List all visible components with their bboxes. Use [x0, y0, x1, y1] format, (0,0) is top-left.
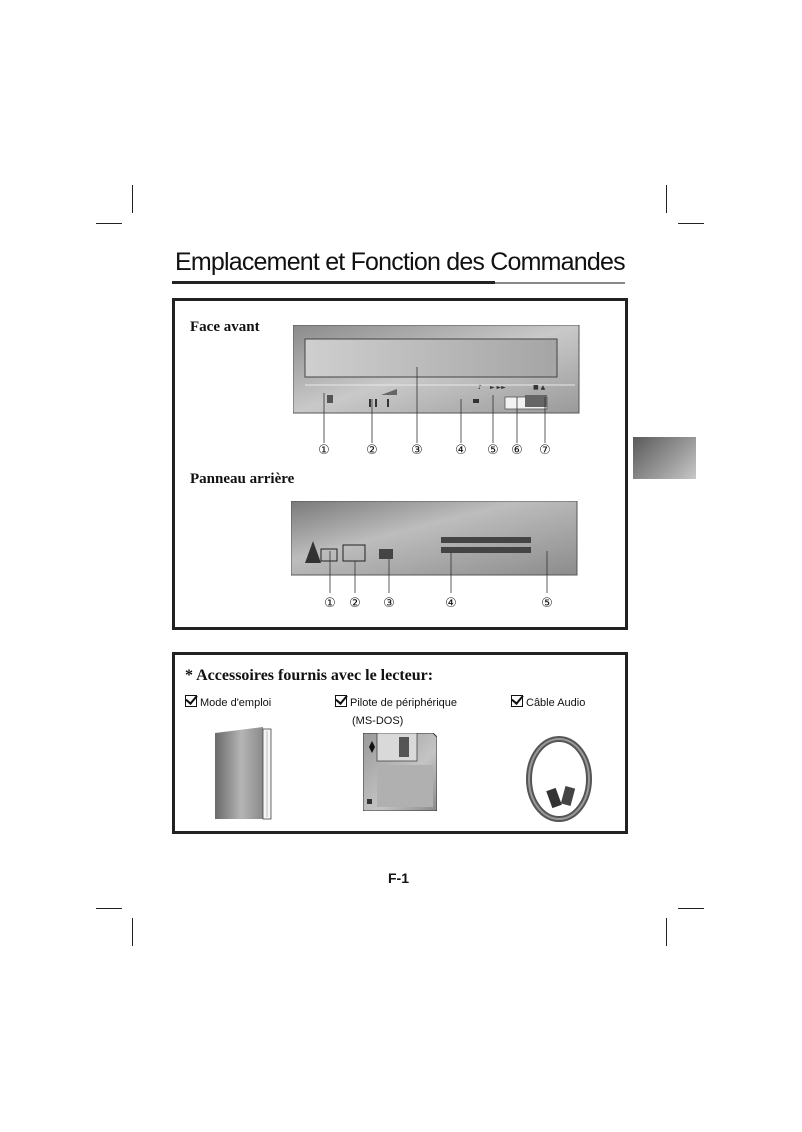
checkbox-checked-icon: [335, 695, 347, 707]
svg-text:■ ▲: ■ ▲: [533, 384, 546, 391]
rear-callout-4: ④: [445, 596, 457, 611]
crop-mark-top-left-v: [132, 185, 133, 213]
page-number: F-1: [388, 870, 409, 886]
front-panel-heading: Face avant: [190, 319, 260, 335]
crop-mark-bottom-left-v: [132, 918, 133, 946]
front-callout-2: ②: [366, 443, 378, 458]
crop-mark-bottom-right-v: [666, 918, 667, 946]
audio-cable-icon: [519, 729, 599, 825]
rear-callout-5: ⑤: [541, 596, 553, 611]
front-callout-4: ④: [455, 443, 467, 458]
accessories-heading: * Accessoires fournis avec le lecteur:: [185, 667, 434, 684]
front-callout-5: ⑤: [487, 443, 499, 458]
accessory-item-cable: [511, 695, 585, 709]
rear-callout-1: ①: [324, 596, 336, 611]
manual-book-icon: [211, 725, 277, 821]
front-callout-7: ⑦: [539, 443, 551, 458]
accessories-frame: [172, 652, 628, 834]
crop-mark-bottom-right-h: [678, 908, 704, 909]
rear-callout-3: ③: [383, 596, 395, 611]
crop-mark-top-right-h: [678, 223, 704, 224]
accessory-item-driver: [335, 695, 457, 727]
floppy-disk-icon: [363, 733, 437, 811]
rear-panel-heading: Panneau arrière: [190, 471, 295, 487]
accessory-label: Pilote de périphérique: [350, 697, 458, 709]
accessory-item-manual: [185, 695, 271, 709]
accessory-sublabel: (MS-DOS): [352, 715, 404, 727]
page-title: Emplacement et Fonction des Commandes: [175, 248, 625, 276]
rear-callout-2: ②: [349, 596, 361, 611]
front-callout-1: ①: [318, 443, 330, 458]
accessory-label: Mode d'emploi: [200, 697, 272, 709]
section-tab-marker: [633, 437, 696, 479]
title-underline-grey: [495, 282, 625, 284]
front-leader-lines: [305, 361, 565, 451]
crop-mark-top-left-h: [96, 223, 122, 224]
title-underline: [172, 281, 495, 284]
checkbox-checked-icon: [185, 695, 197, 707]
front-callout-6: ⑥: [511, 443, 523, 458]
svg-text:♪: ♪: [478, 384, 482, 391]
front-callout-3: ③: [411, 443, 423, 458]
accessory-label: Câble Audio: [526, 697, 586, 709]
controls-frame: [172, 298, 628, 630]
crop-mark-bottom-left-h: [96, 908, 122, 909]
rear-leader-lines: [315, 551, 555, 601]
svg-text:► ►►: ► ►►: [490, 384, 506, 391]
checkbox-checked-icon: [511, 695, 523, 707]
crop-mark-top-right-v: [666, 185, 667, 213]
